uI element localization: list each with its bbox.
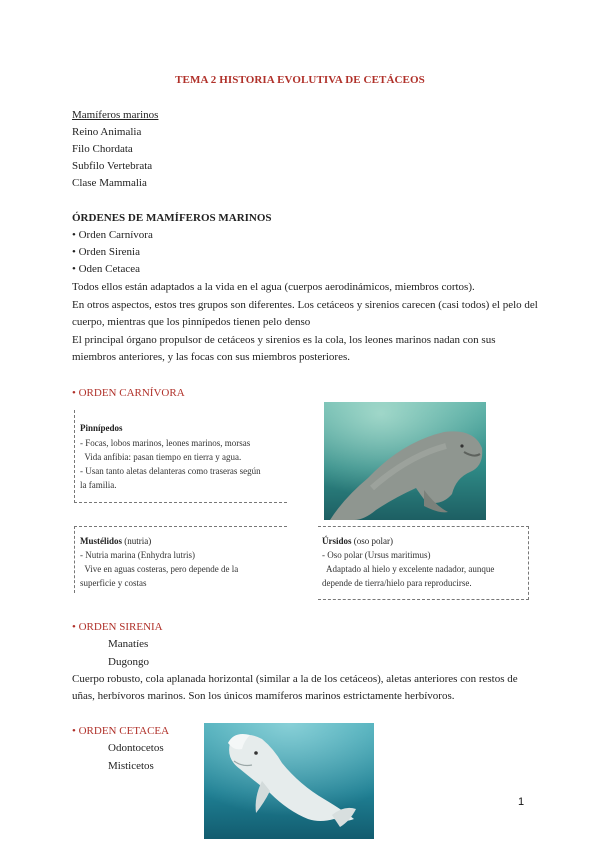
pinnipedos-line: - Focas, lobos marinos, leones marinos, morsas <box>80 438 251 448</box>
ursidos-title-wrap <box>322 534 393 548</box>
page-number: 1 <box>518 796 525 808</box>
orders-item: • Oden Cetacea <box>72 263 140 275</box>
sirenia-paragraph: Cuerpo robusto, cola aplanada horizontal (similar a la de los cetáceos), aletas anteriores con restos de <box>72 673 518 685</box>
taxonomy-line: Reino Animalia <box>72 126 142 138</box>
orders-item: • Orden Sirenia <box>72 246 140 258</box>
pinnipedos-line: - Usan tanto aletas delanteras como traseras según <box>80 466 261 476</box>
cetacea-item: Misticetos <box>108 760 154 772</box>
taxonomy-line: Filo Chordata <box>72 143 133 155</box>
document-title: TEMA 2 HISTORIA EVOLUTIVA DE CETÁCEOS <box>175 74 425 86</box>
taxonomy-heading: Mamíferos marinos <box>72 109 159 121</box>
cetacea-item: Odontocetos <box>108 742 164 754</box>
carnivora-heading: • ORDEN CARNÍVORA <box>72 387 185 399</box>
orders-paragraph: cuerpo, mientras que los pinnípedos tienen pelo denso <box>72 316 311 328</box>
orders-paragraph: miembros anteriores, y las focas con sus miembros posteriores. <box>72 351 350 363</box>
ursidos-line: - Oso polar (Ursus maritimus) <box>322 550 431 560</box>
mustelidos-title-wrap <box>80 534 151 548</box>
ursidos-title-extra: (oso polar) <box>351 536 394 546</box>
mustelidos-title-extra: (nutria) <box>122 536 152 546</box>
taxonomy-line: Subfilo Vertebrata <box>72 160 153 172</box>
sirenia-paragraph: uñas, herbívoros marinos. Son los únicos mamíferos marinos estrictamente herbívoros. <box>72 690 455 702</box>
sirenia-item: Manatíes <box>108 638 149 650</box>
pinnipedos-line: la familia. <box>80 480 117 490</box>
orders-paragraph: El principal órgano propulsor de cetáceos y sirenios es la cola, los leones marinos nadan con sus <box>72 334 496 346</box>
ursidos-line: Adaptado al hielo y excelente nadador, aunque <box>322 564 495 574</box>
beluga-photo <box>204 723 374 839</box>
orders-heading: ÓRDENES DE MAMÍFEROS MARINOS <box>72 212 272 224</box>
mustelidos-line: superficie y costas <box>80 578 147 588</box>
cetacea-heading: • ORDEN CETACEA <box>72 725 170 737</box>
mustelidos-line: - Nutria marina (Enhydra lutris) <box>80 550 195 560</box>
ursidos-line: depende de tierra/hielo para reproducirse. <box>322 578 472 588</box>
orders-item: • Orden Carnívora <box>72 229 153 241</box>
sirenia-heading: • ORDEN SIRENIA <box>72 621 163 633</box>
ursidos-title: Úrsidos <box>322 536 352 546</box>
orders-paragraph: Todos ellos están adaptados a la vida en el agua (cuerpos aerodinámicos, miembros cortos). <box>72 281 475 293</box>
mustelidos-line: Vive en aguas costeras, pero depende de la <box>80 564 239 574</box>
pinnipedos-line: Vida anfibia: pasan tiempo en tierra y agua. <box>80 452 242 462</box>
orders-paragraph: En otros aspectos, estos tres grupos son diferentes. Los cetáceos y sirenios carecen (casi todos) el pelo del <box>72 299 538 311</box>
mustelidos-title: Mustélidos <box>80 536 123 546</box>
manatee-photo <box>324 402 486 520</box>
sirenia-item: Dugongo <box>108 656 149 668</box>
pinnipedos-title: Pinnípedos <box>80 423 123 433</box>
taxonomy-line: Clase Mammalia <box>72 177 147 189</box>
